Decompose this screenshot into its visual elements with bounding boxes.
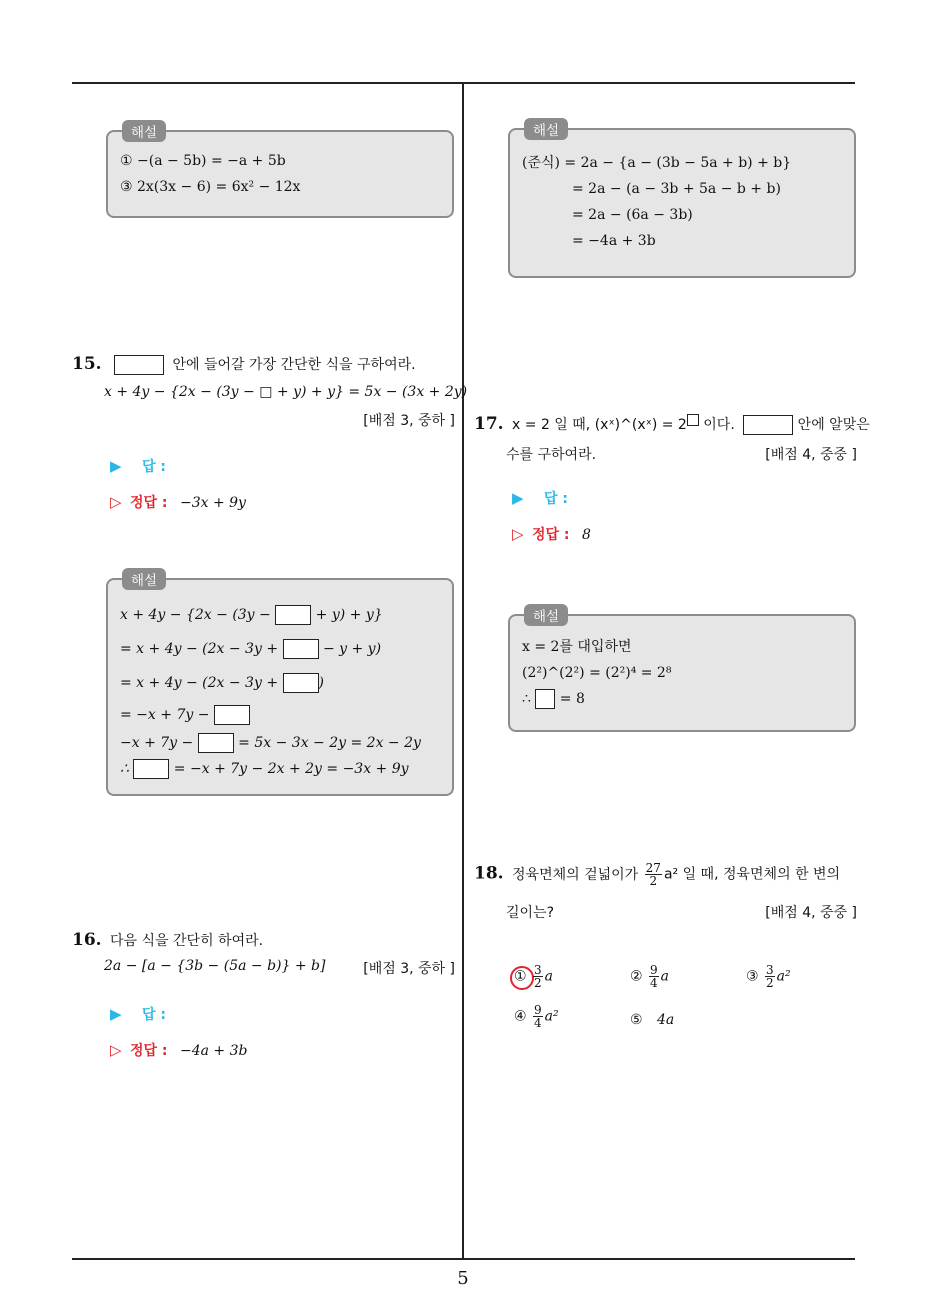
fraction-numerator: 3 [534,963,542,977]
explanation-line: x = 2를 대입하면 [522,639,632,655]
score-difficulty: [배점 3, 중하 ] [363,413,455,429]
correct-answer-row [512,524,591,544]
correct-answer-row [110,492,246,512]
answer-row [110,1004,166,1024]
choice-tail: a² [776,968,791,985]
play-triangle-icon: ▶ [512,489,524,507]
explanation-line: = −4a + 3b [572,233,656,249]
explanation-line: = 2a − (6a − 3b) [572,207,693,223]
blank-box [214,705,250,725]
question-text: 이다. [698,417,735,433]
bottom-rule [72,1258,855,1260]
fraction-denominator: 4 [650,976,658,990]
question-15 [72,354,468,584]
blank-box [275,605,311,625]
explanation-box-16 [508,123,856,278]
explanation-line: ① −(a − 5b) = −a + 5b [120,153,286,169]
explanation-line: = −x + 7y − [120,707,214,723]
choice-5[interactable] [630,1012,674,1028]
blank-box [133,759,169,779]
left-column [72,84,468,1258]
question-text: 길이는? [506,905,555,921]
question-number: 18. [474,863,504,884]
open-triangle-icon: ▷ [110,1041,122,1059]
choice-tail: a [660,968,670,985]
choice-mark: ⑤ [630,1012,643,1028]
correct-value: −3x + 9y [179,495,246,511]
choice-2[interactable] [630,964,669,989]
blank-box [283,673,319,693]
open-triangle-icon: ▷ [512,525,524,543]
question-number: 17. [474,414,504,434]
explanation-tag: 해설 [122,120,166,142]
answer-blank-box [743,415,793,435]
answer-label: 답 : [142,1007,166,1023]
correct-label: 정답 : [532,527,570,543]
fraction-denominator: 2 [766,976,774,990]
question-text: 정육면체의 겉넓이가 [512,866,639,883]
question-16 [72,930,455,1070]
explanation-line: ) [318,675,324,691]
explanation-box-17 [508,609,856,732]
play-triangle-icon: ▶ [110,457,122,475]
answer-row [110,456,166,476]
choice-tail: a² [544,1008,559,1025]
fraction [645,862,662,887]
blank-box [283,639,319,659]
fraction [533,964,543,989]
answer-label: 답 : [544,491,568,507]
question-text: a² 일 때, 정육면체의 한 변의 [663,866,841,883]
explanation-line: (2²)^(2²) = (2²)⁴ = 2⁸ [522,665,672,681]
correct-label: 정답 : [130,495,168,511]
question-text: 안에 알맞은 [793,417,870,433]
explanation-line: + y) + y} [311,607,383,623]
explanation-line: (준식) = 2a − {a − (3b − 5a + b) + b} [522,155,792,171]
explanation-line: ③ 2x(3x − 6) = 6x² − 12x [120,179,301,195]
question-text: 수를 구하여라. [506,447,597,463]
fraction-denominator: 2 [534,976,542,990]
answer-row [512,488,568,508]
explanation-line: = x + 4y − (2x − 3y + [120,641,283,657]
blank-box [535,689,555,709]
question-number: 16. [72,930,102,950]
correct-label: 정답 : [130,1043,168,1059]
explanation-tag: 해설 [524,604,568,626]
question-text: 안에 들어갈 가장 간단한 식을 구하여라. [172,357,416,373]
page-number: 5 [457,1268,469,1289]
choice-tail: 4a [657,1012,675,1028]
choice-4[interactable] [514,1004,559,1029]
score-difficulty: [배점 3, 중하 ] [363,961,455,977]
score-difficulty: [배점 4, 중중 ] [765,905,857,921]
explanation-line: ∴ [120,761,134,777]
fraction [533,1004,543,1029]
answer-blank-box [114,355,164,375]
answer-label: 답 : [142,459,166,475]
fraction [765,964,775,989]
fraction-denominator: 2 [649,874,658,888]
blank-box [198,733,234,753]
explanation-line: = 5x − 3x − 2y = 2x − 2y [233,735,421,751]
explanation-line: = x + 4y − (2x − 3y + [120,675,283,691]
question-17 [474,414,870,554]
correct-value: −4a + 3b [179,1043,248,1059]
choice-mark: ② [630,968,643,985]
open-triangle-icon: ▷ [110,493,122,511]
question-18 [474,862,857,1042]
correct-value: 8 [581,527,591,543]
explanation-tag: 해설 [524,118,568,140]
fraction [649,964,659,989]
explanation-line: x + 4y − {2x − (3y − [120,607,276,623]
explanation-box-15 [106,573,454,796]
play-triangle-icon: ▶ [110,1005,122,1023]
choice-3[interactable] [746,964,791,989]
right-column [474,84,870,1258]
fraction-numerator: 27 [645,861,661,875]
correct-answer-row [110,1040,247,1060]
explanation-line: = 8 [555,691,585,707]
question-expression: 2a − [a − {3b − (5a − b)} + b] [104,958,326,974]
question-expression: x + 4y − {2x − (3y − □ + y) + y} = 5x − (3x + 2y) [104,384,468,400]
explanation-tag: 해설 [122,568,166,590]
fraction-numerator: 9 [650,963,658,977]
fraction-numerator: 9 [534,1003,542,1017]
choice-mark: ③ [746,968,759,985]
explanation-line: −x + 7y − [120,735,198,751]
question-number: 15. [72,354,102,374]
fraction-denominator: 4 [534,1016,542,1030]
small-blank-box [687,414,699,426]
explanation-line: = 2a − (a − 3b + 5a − b + b) [572,181,781,197]
choice-tail: a [544,968,554,985]
question-text: 다음 식을 간단히 하여라. [110,933,264,949]
explanation-box-14 [106,125,454,218]
column-divider [462,82,464,1258]
choice-mark: ④ [514,1008,527,1025]
choice-mark: ① [514,968,527,985]
choice-1[interactable] [514,964,553,989]
explanation-line: ∴ [522,691,536,707]
explanation-line: − y + y) [318,641,382,657]
score-difficulty: [배점 4, 중중 ] [765,447,857,463]
fraction-numerator: 3 [766,963,774,977]
explanation-line: = −x + 7y − 2x + 2y = −3x + 9y [169,761,409,777]
question-text: x = 2 일 때, (xˣ)^(xˣ) = 2 [512,417,687,433]
